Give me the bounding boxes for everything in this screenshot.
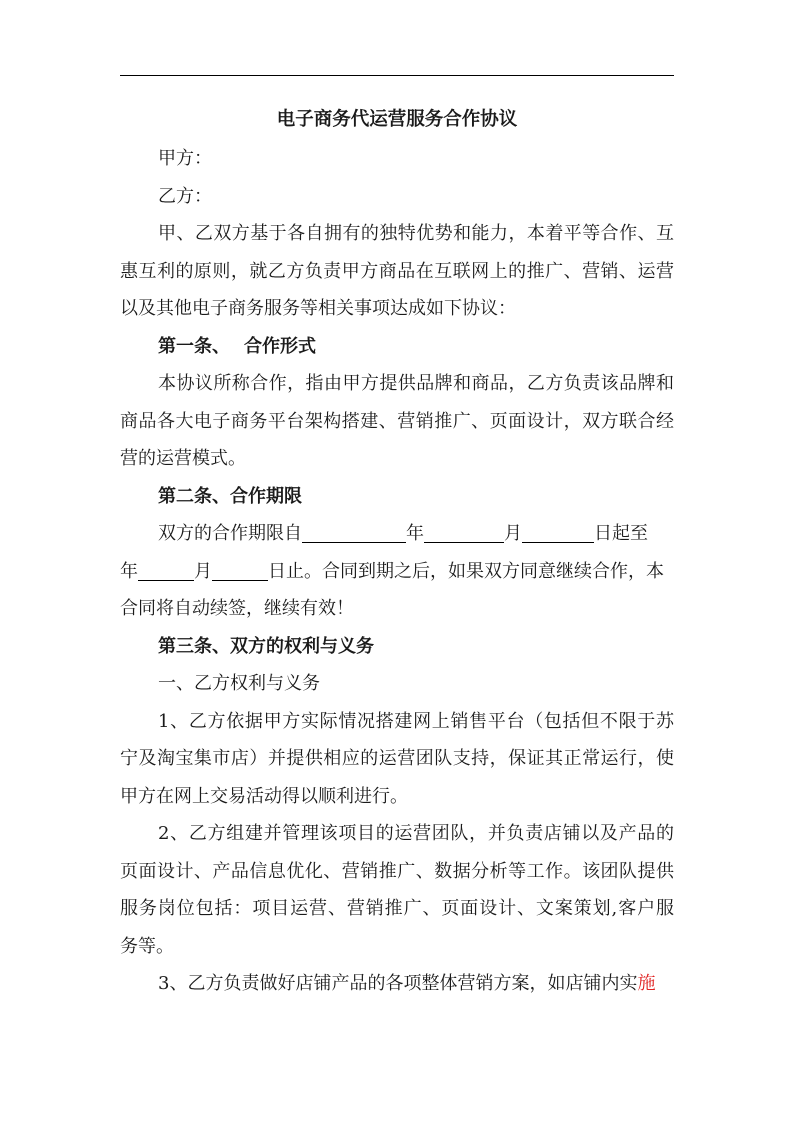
start-year-blank[interactable] <box>302 520 406 543</box>
document-title: 电子商务代运营服务合作协议 <box>276 109 518 130</box>
article1-heading-number: 第一条、 <box>158 335 230 357</box>
item2-line-3: 服务岗位包括：项目运营、营销推广、页面设计、文案策划,客户服 <box>120 898 674 919</box>
end-day-blank[interactable] <box>212 558 268 581</box>
end-year-label: 年 <box>120 560 138 582</box>
intro-line-3: 以及其他电子商务服务等相关事项达成如下协议： <box>120 298 516 319</box>
article2-line-2-text: 日止。合同到期之后，如果双方同意继续合作，本 <box>268 560 664 582</box>
item2-line-1: 2、乙方组建并管理该项目的运营团队，并负责店铺以及产品的 <box>158 823 674 844</box>
item2-line-2: 页面设计、产品信息优化、营销推广、数据分析等工作。该团队提供 <box>120 860 674 882</box>
article2-line-1 <box>120 515 674 553</box>
header-rule <box>120 75 674 76</box>
item1-line-3: 甲方在网上交易活动得以顺利进行。 <box>120 785 408 807</box>
article2-heading: 第二条、合作期限 <box>158 485 302 507</box>
document-body <box>120 100 674 1003</box>
item3-line-1 <box>120 965 674 1003</box>
article1-line-1: 本协议所称合作，指由甲方提供品牌和商品，乙方负责该品牌和 <box>158 373 674 394</box>
term-start-prefix: 双方的合作期限自 <box>158 523 302 544</box>
item1-line-1: 1、乙方依据甲方实际情况搭建网上销售平台（包括但不限于苏 <box>158 710 674 732</box>
party-a-label: 甲方： <box>158 148 212 169</box>
article1-heading <box>120 328 674 366</box>
article1-line-3: 营的运营模式。 <box>120 448 246 469</box>
article2-line-3: 合同将自动续签，继续有效！ <box>120 598 354 619</box>
item3-text: 3、乙方负责做好店铺产品的各项整体营销方案，如店铺内实 <box>158 973 638 994</box>
party-b-label: 乙方： <box>158 185 212 207</box>
start-day-blank[interactable] <box>522 520 594 543</box>
day-start-label: 日起至 <box>594 523 648 544</box>
article1-line-2: 商品各大电子商务平台架构搭建、营销推广、页面设计，双方联合经 <box>120 410 674 432</box>
end-month-label: 月 <box>194 560 212 582</box>
article1-heading-text: 合作形式 <box>244 335 316 357</box>
item2-line-4: 务等。 <box>120 935 174 957</box>
year-label: 年 <box>406 523 424 544</box>
start-month-blank[interactable] <box>424 520 504 543</box>
end-month-blank[interactable] <box>138 558 194 581</box>
article3-section-1: 一、乙方权利与义务 <box>158 673 320 694</box>
item1-line-2: 宁及淘宝集市店）并提供相应的运营团队支持，保证其正常运行，使 <box>120 748 674 769</box>
month-label: 月 <box>504 523 522 544</box>
intro-line-2: 惠互利的原则，就乙方负责甲方商品在互联网上的推广、营销、运营 <box>120 260 674 282</box>
article2-line-2 <box>120 553 674 591</box>
item3-highlight: 施 <box>637 973 656 994</box>
intro-line-1: 甲、乙双方基于各自拥有的独特优势和能力，本着平等合作、互 <box>158 223 674 244</box>
article3-heading: 第三条、双方的权利与义务 <box>158 635 374 657</box>
